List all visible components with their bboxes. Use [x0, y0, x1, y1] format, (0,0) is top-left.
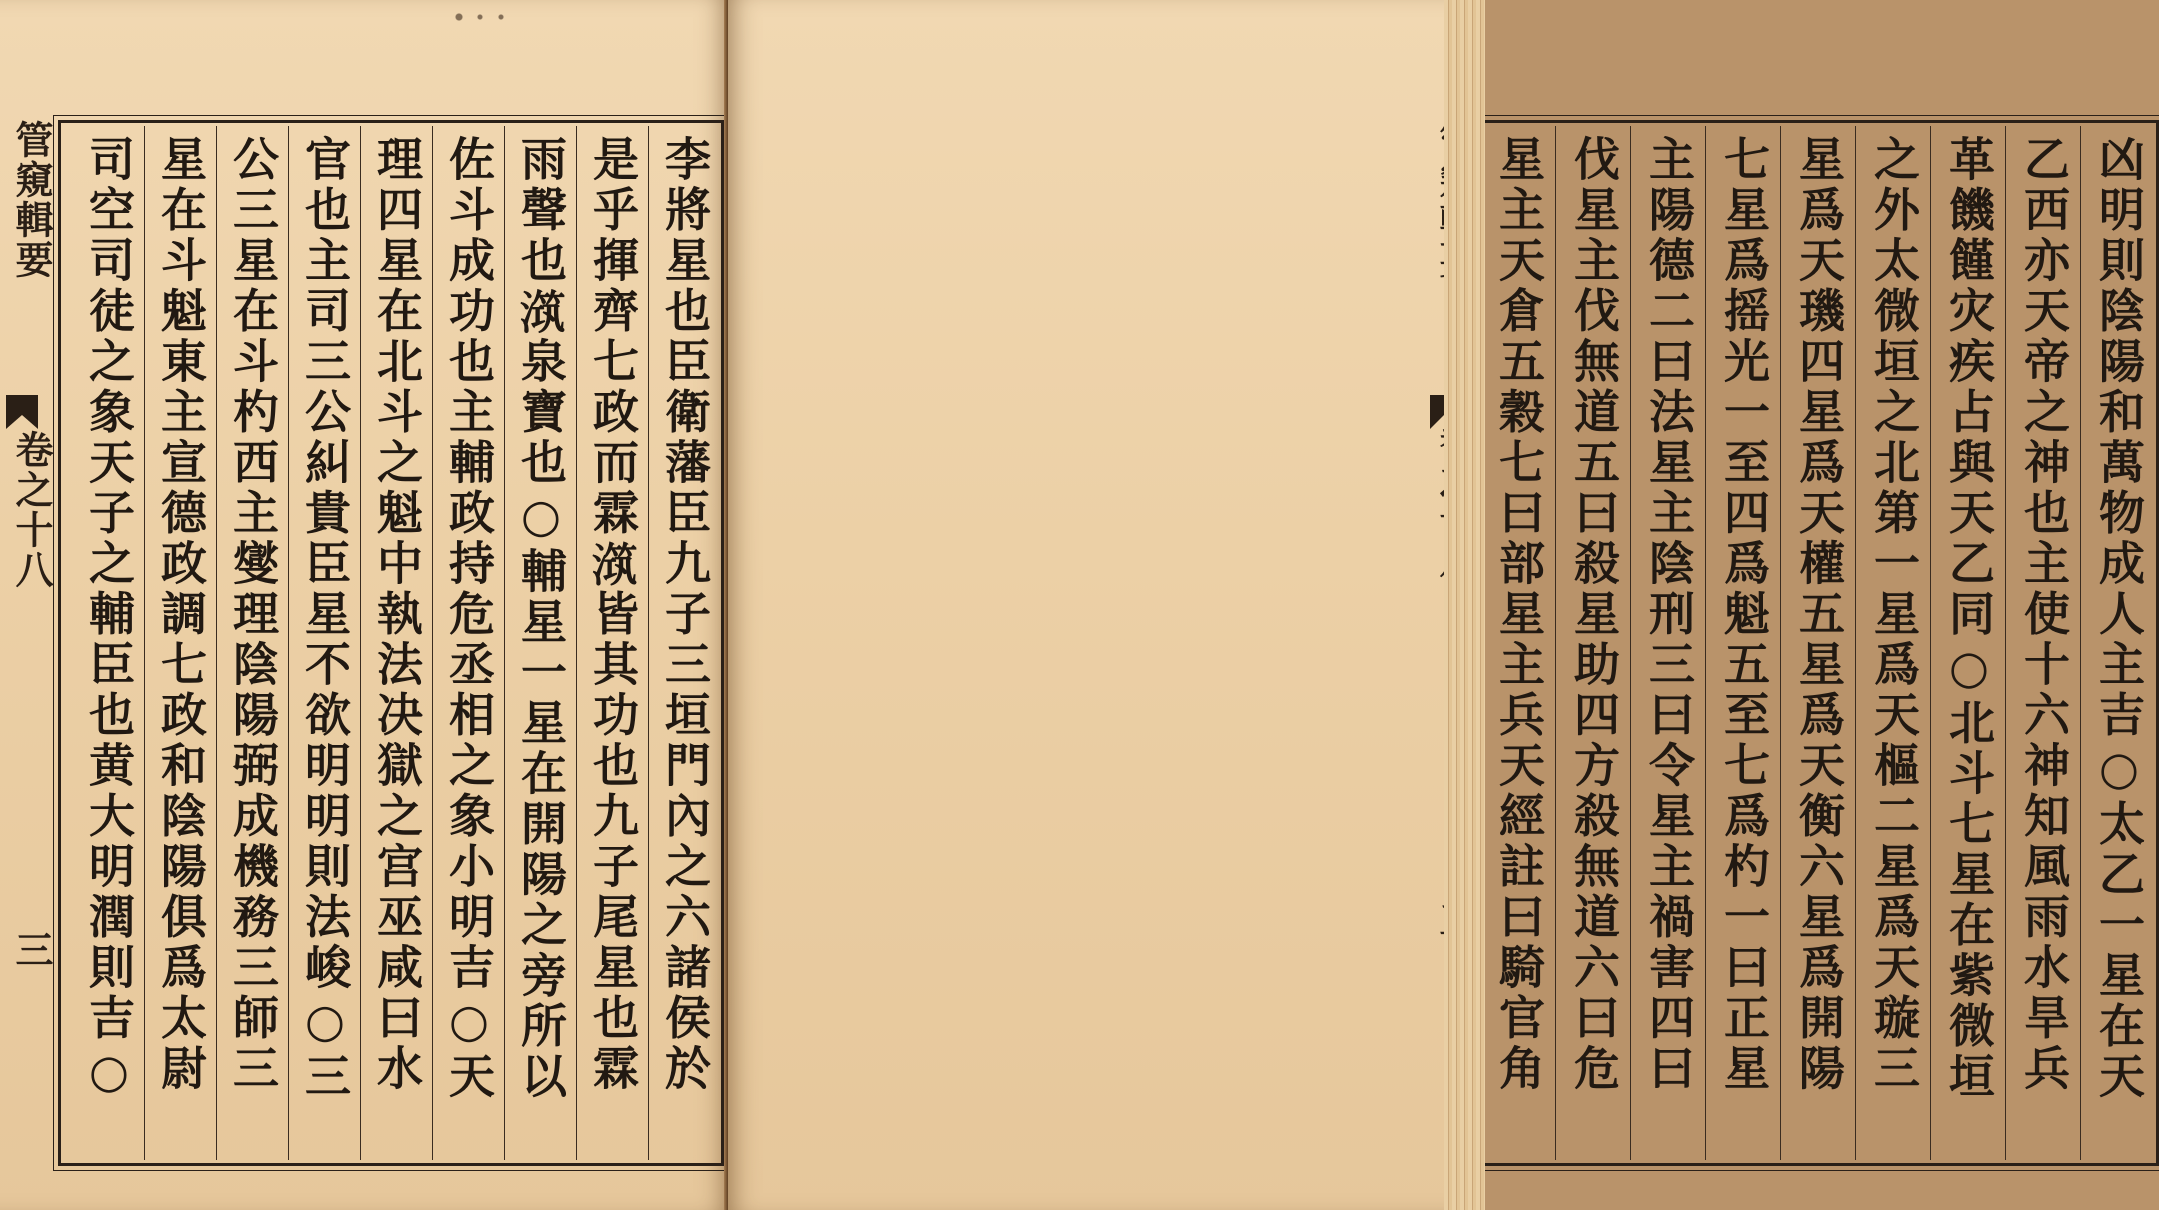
text-column: 理四星在北斗之魁中執法决獄之宫巫咸曰水 — [370, 135, 424, 1095]
text-column: 李將星也臣衛藩臣九子三垣門內之六諸侯於 — [658, 135, 712, 1095]
text-column: 星主天倉五穀七曰部星主兵天經註曰騎官角 — [1492, 135, 1546, 1095]
text-column: 星爲天璣四星爲天權五星爲天衡六星爲開陽 — [1792, 135, 1846, 1095]
text-column: 乙西亦天帝之神也主使十六神知風雨水旱兵 — [2017, 135, 2071, 1095]
text-column: 雨聲也𣽆泉寶也○輔星一星在開陽之旁所以 — [514, 135, 568, 1103]
text-column: 之外太微垣之北第一星爲天樞二星爲天璇三 — [1867, 135, 1921, 1095]
text-column: 官也主司三公糾貴臣星不欲明明則法峻○三 — [298, 135, 352, 1103]
right-text-frame — [1468, 120, 2159, 1166]
left-text-frame — [58, 120, 724, 1166]
right-page — [728, 0, 2146, 1210]
text-column: 星在斗魁東主宣德政調七政和陰陽俱爲太尉 — [154, 135, 208, 1095]
left-margin-juan: 卷之十八 — [9, 430, 54, 590]
left-margin-title: 管窺輯要 — [9, 120, 54, 280]
text-column: 司空司徒之象天子之輔臣也黄大明潤則吉○ — [82, 135, 136, 1103]
left-page — [0, 0, 728, 1210]
text-column: 伐星主伐無道五曰殺星助四方殺無道六曰危 — [1567, 135, 1621, 1095]
fish-tail-mark — [6, 395, 38, 429]
text-column: 是乎揮齊七政而霖𣽆皆其功也九子尾星也霖 — [586, 135, 640, 1095]
text-column: 七星爲摇光一至四爲魁五至七爲杓一曰正星 — [1717, 135, 1771, 1095]
text-column: 佐斗成功也主輔政持危丞相之象小明吉○天 — [442, 135, 496, 1103]
page-edges — [1444, 0, 1485, 1210]
text-column: 革饑饉灾疾占與天乙同○北斗七星在紫微垣 — [1942, 135, 1996, 1103]
text-column: 凶明則陰陽和萬物成人主吉○太乙一星在天 — [2092, 135, 2146, 1103]
left-margin-folio: 三 — [9, 930, 54, 968]
text-column: 公三星在斗杓西主燮理陰陽弼成機務三師三 — [226, 135, 280, 1095]
text-column: 主陽德二曰法星主陰刑三曰令星主禍害四曰 — [1642, 135, 1696, 1095]
wear-spots — [452, 10, 522, 24]
